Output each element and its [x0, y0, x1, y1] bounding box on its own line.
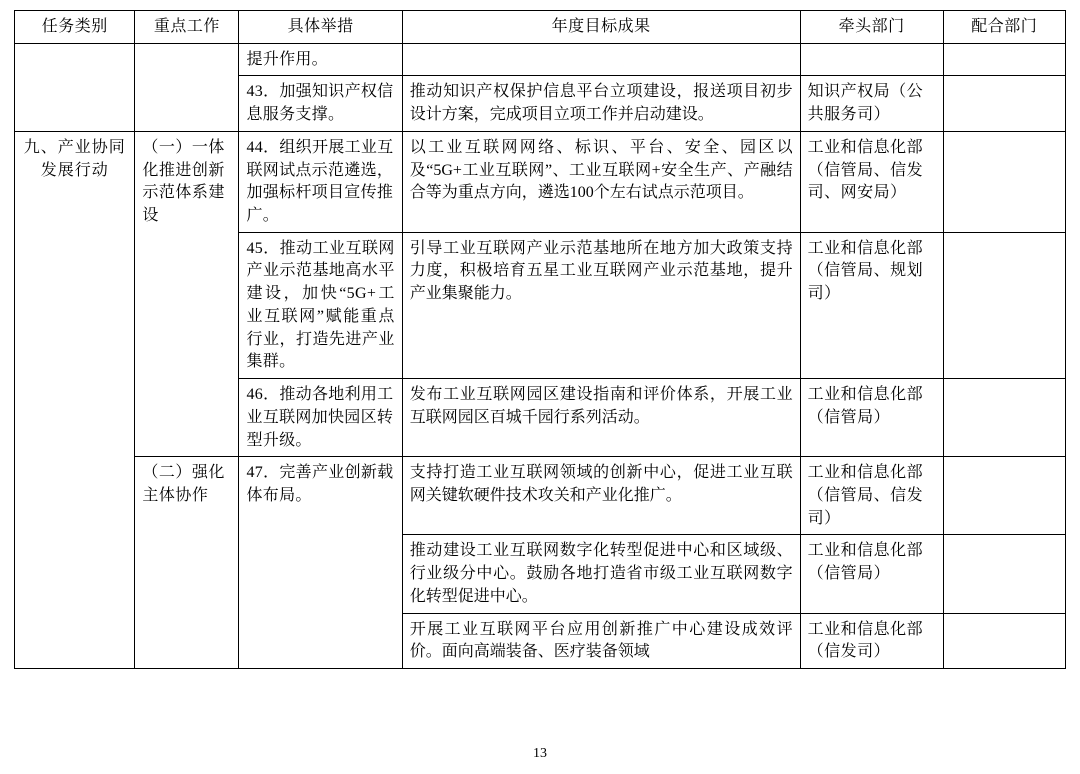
column-header-measure: 具体举措 — [239, 11, 402, 44]
cell-assist-dept — [943, 379, 1066, 457]
cell-lead-dept: 工业和信息化部（信管局、信发司） — [800, 457, 943, 535]
cell-assist-dept — [943, 535, 1066, 613]
cell-key-work: （二）强化主体协作 — [135, 457, 239, 669]
cell-goal: 发布工业互联网园区建设指南和评价体系，开展工业互联网园区百城千园行系列活动。 — [402, 379, 800, 457]
cell-measure: 46．推动各地利用工业互联网加快园区转型升级。 — [239, 379, 402, 457]
cell-assist-dept — [943, 131, 1066, 232]
cell-measure: 45．推动工业互联网产业示范基地高水平建设，加快“5G+工业互联网”赋能重点行业，打造先进产业集群。 — [239, 232, 402, 378]
table-body — [15, 43, 1066, 668]
cell-lead-dept: 工业和信息化部（信管局、规划司） — [800, 232, 943, 378]
cell-measure: 提升作用。 — [239, 43, 402, 76]
cell-goal: 推动建设工业互联网数字化转型促进中心和区域级、行业级分中心。鼓励各地打造省市级工业互联网数字化转型促进中心。 — [402, 535, 800, 613]
cell-assist-dept — [943, 43, 1066, 76]
column-header-key-work: 重点工作 — [135, 11, 239, 44]
cell-goal: 开展工业互联网平台应用创新推广中心建设成效评价。面向高端装备、医疗装备领域 — [402, 613, 800, 668]
cell-key-work — [135, 43, 239, 131]
cell-key-work: （一）一体化推进创新示范体系建设 — [135, 131, 239, 456]
cell-lead-dept — [800, 43, 943, 76]
table-header — [15, 11, 1066, 44]
table-row — [15, 43, 1066, 76]
table-row — [15, 457, 1066, 535]
column-header-category: 任务类别 — [15, 11, 135, 44]
table-header-row — [15, 11, 1066, 44]
column-header-goal: 年度目标成果 — [402, 11, 800, 44]
cell-assist-dept — [943, 232, 1066, 378]
cell-lead-dept: 工业和信息化部（信管局） — [800, 379, 943, 457]
cell-goal: 支持打造工业互联网领域的创新中心，促进工业互联网关键软硬件技术攻关和产业化推广。 — [402, 457, 800, 535]
cell-measure: 47．完善产业创新载体布局。 — [239, 457, 402, 669]
cell-measure: 43．加强知识产权信息服务支撑。 — [239, 76, 402, 131]
cell-assist-dept — [943, 613, 1066, 668]
table-row — [15, 131, 1066, 232]
column-header-assist-dept: 配合部门 — [943, 11, 1066, 44]
cell-measure: 44．组织开展工业互联网试点示范遴选，加强标杆项目宣传推广。 — [239, 131, 402, 232]
policy-task-table — [14, 10, 1066, 669]
cell-category: 九、产业协同发展行动 — [15, 131, 135, 668]
cell-goal — [402, 43, 800, 76]
cell-category — [15, 43, 135, 131]
cell-lead-dept: 工业和信息化部（信管局、信发司、网安局） — [800, 131, 943, 232]
cell-goal: 推动知识产权保护信息平台立项建设，报送项目初步设计方案，完成项目立项工作并启动建设。 — [402, 76, 800, 131]
cell-assist-dept — [943, 457, 1066, 535]
cell-lead-dept: 工业和信息化部（信发司） — [800, 613, 943, 668]
cell-goal: 以工业互联网网络、标识、平台、安全、园区以及“5G+工业互联网”、工业互联网+安全生产、产融结合等为重点方向，遴选100个左右试点示范项目。 — [402, 131, 800, 232]
cell-lead-dept: 知识产权局（公共服务司） — [800, 76, 943, 131]
page-number: 13 — [533, 746, 547, 761]
cell-assist-dept — [943, 76, 1066, 131]
column-header-lead-dept: 牵头部门 — [800, 11, 943, 44]
cell-goal: 引导工业互联网产业示范基地所在地方加大政策支持力度，积极培育五星工业互联网产业示范基地，提升产业集聚能力。 — [402, 232, 800, 378]
cell-lead-dept: 工业和信息化部（信管局） — [800, 535, 943, 613]
